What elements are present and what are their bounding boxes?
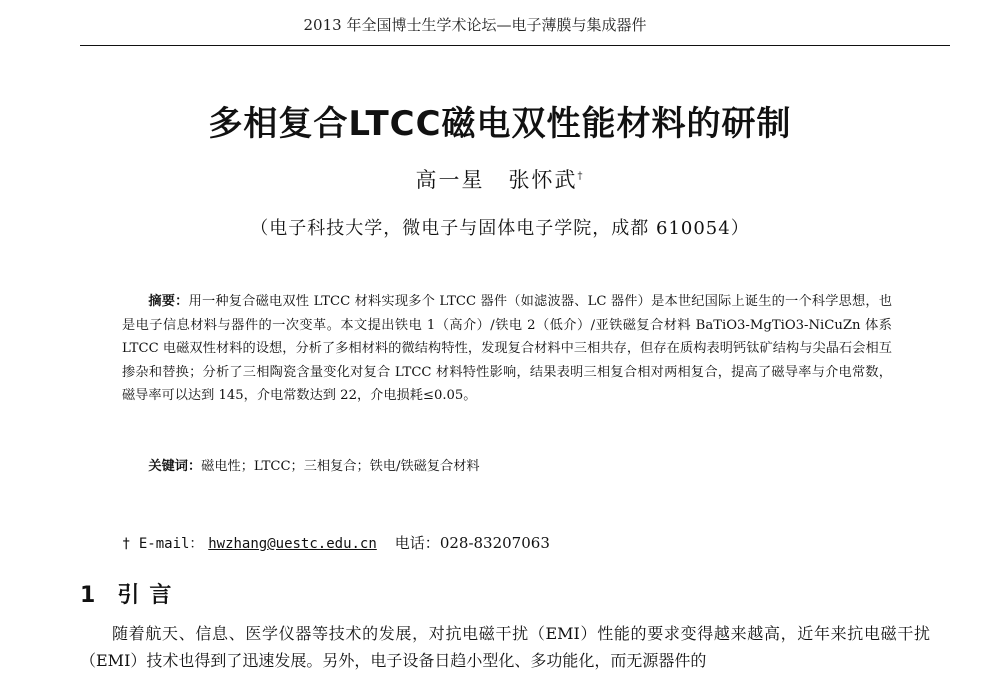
phone-number: 028-83207063 xyxy=(439,534,550,552)
footnote-mark: † E-mail： xyxy=(122,536,204,552)
paper-title: 多相复合LTCC磁电双性能材料的研制 xyxy=(208,104,792,144)
section-body: 随着航天、信息、医学仪器等技术的发展，对抗电磁干扰（EMI）性能的要求变得越来越高，近年来抗电磁干扰（EMI）技术也得到了迅速发展。另外，电子设备日趋小型化、多功能化，而无源器件的 xyxy=(80,624,930,670)
abstract xyxy=(122,290,892,408)
header-rule xyxy=(80,45,950,46)
section-number: 1 xyxy=(80,583,96,608)
corresponding-mark: † xyxy=(577,171,585,182)
authors xyxy=(0,164,1000,194)
abstract-text: 用一种复合磁电双性 LTCC 材料实现多个 LTCC 器件（如滤波器、LC 器件）是本世纪国际上诞生的一个科学思想，也是电子信息材料与器件的一次变革。本文提出铁电 1（高介）/铁电 2（低介）/亚铁磁复合材料 BaTiO3-MgTiO3-NiCuZn 体系 LTCC 电磁双性材料的设想，分析了多相材料的微结构特性，发现复合材料中三相共存，但存在质构表明钙钛矿结构与尖晶石会相互掺杂和替换；分析了三相陶瓷含量变化对复合 LTCC 材料特性影响，结果表明三相复合相对两相复合，提高了磁导率与介电常数，磁导率可以达到 145，介电常数达到 22，介电损耗≤0.05。 xyxy=(122,294,893,403)
footnote xyxy=(122,532,882,553)
affiliation: （电子科技大学，微电子与固体电子学院，成都 610054） xyxy=(250,218,750,239)
abstract-label: 摘要： xyxy=(148,294,189,309)
author-2: 张怀武 xyxy=(508,168,578,192)
author-1: 高一星 xyxy=(415,168,485,192)
keywords-label: 关键词： xyxy=(148,459,202,474)
keywords xyxy=(122,455,892,474)
section-heading xyxy=(80,578,181,609)
email-link[interactable]: hwzhang@uestc.edu.cn xyxy=(208,536,377,552)
section-title: 引言 xyxy=(117,583,182,608)
keywords-text: 磁电性；LTCC；三相复合；铁电/铁磁复合材料 xyxy=(201,459,480,474)
running-header: 2013 年全国博士生学术论坛—电子薄膜与集成器件 xyxy=(303,16,647,34)
phone-label: 电话： xyxy=(394,534,440,552)
